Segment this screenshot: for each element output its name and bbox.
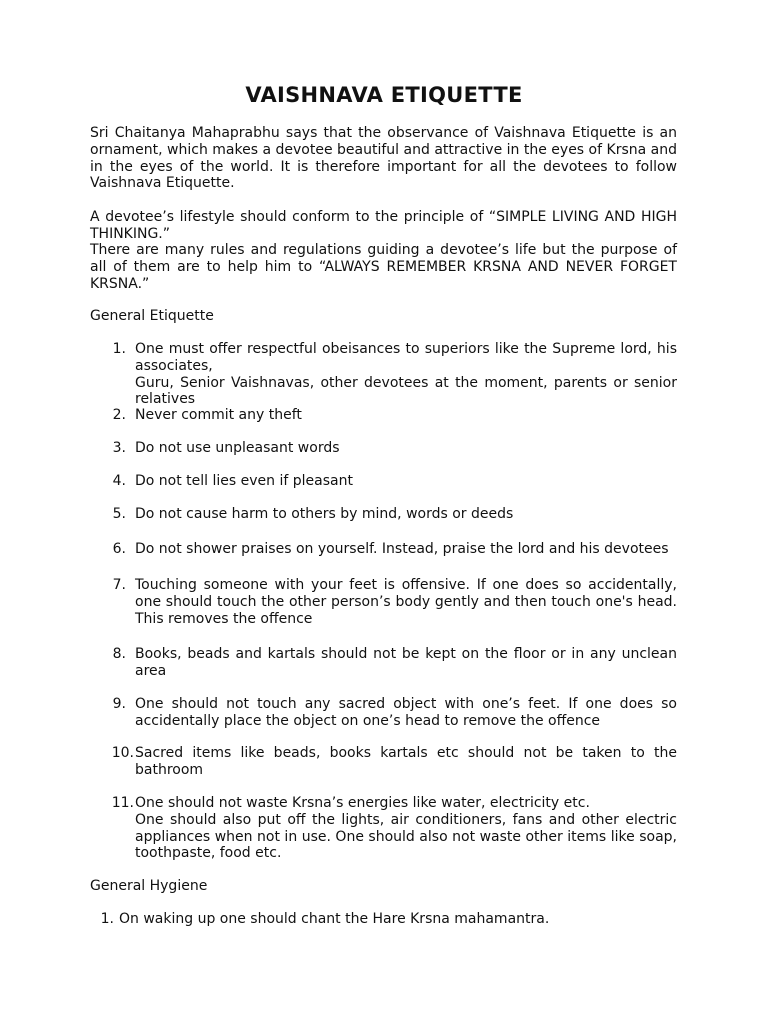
list-item: Never commit any theft [135, 407, 302, 423]
list-item: Books, beads and kartals should not be kept on the floor or in any unclean area [135, 646, 677, 679]
list-item-text-continued: One should also put off the lights, air conditioners, fans and other electric appliances when not in use. One should also not waste other items like soap, toothpaste, food etc. [135, 811, 677, 862]
list-item-text: One must offer respectful obeisances to superiors like the Supreme lord, his associates, [135, 341, 677, 374]
rules-paragraph: There are many rules and regulations guiding a devotee’s life but the purpose of all of them are to help him to “ALWAYS REMEMBER KRSNA AND NEVER FORGET KRSNA.” [90, 242, 677, 292]
list-item: Touching someone with your feet is offensive. If one does so accidentally, one should touch the other person’s body gently and then touch one's head. This removes the offence [135, 577, 677, 627]
list-item: One should not touch any sacred object with one’s feet. If one does so accidentally place the object on one’s head to remove the offence [135, 696, 677, 729]
list-item [135, 795, 677, 862]
list-item-text-continued: Guru, Senior Vaishnavas, other devotees at the moment, parents or senior relatives [135, 374, 677, 408]
list-item-number: 6. [112, 541, 126, 557]
intro-paragraph: Sri Chaitanya Mahaprabhu says that the observance of Vaishnava Etiquette is an ornament, which makes a devotee beautiful and attractive in the eyes of Krsna and in the eyes of the world. It is therefore important for all the devotees to follow Vaishnava Etiquette. [90, 125, 677, 192]
list-item-number: 5. [112, 506, 126, 522]
section-heading-general-etiquette: General Etiquette [90, 308, 214, 324]
list-item-number: 10. [111, 745, 134, 761]
list-item: Do not use unpleasant words [135, 440, 340, 456]
list-item: Do not cause harm to others by mind, words or deeds [135, 506, 514, 522]
page-title: VAISHNAVA ETIQUETTE [245, 83, 523, 107]
list-item-number: 3. [112, 440, 126, 456]
list-item-number: 11. [111, 795, 134, 811]
list-item-number: 2. [112, 407, 126, 423]
lifestyle-paragraph: A devotee’s lifestyle should conform to the principle of “SIMPLE LIVING AND HIGH THINKING.” [90, 209, 677, 242]
list-item: On waking up one should chant the Hare Krsna mahamantra. [119, 911, 550, 927]
list-item: Sacred items like beads, books kartals etc should not be taken to the bathroom [135, 745, 677, 778]
list-item: Do not tell lies even if pleasant [135, 473, 353, 489]
list-item-number: 4. [112, 473, 126, 489]
list-item-number: 7. [112, 577, 126, 593]
list-item: Do not shower praises on yourself. Instead, praise the lord and his devotees [135, 541, 669, 557]
list-item-number: 1. [100, 911, 114, 927]
list-item-number: 9. [112, 696, 126, 712]
section-heading-general-hygiene: General Hygiene [90, 878, 208, 894]
list-item-number: 8. [112, 646, 126, 662]
list-item-text: One should not waste Krsna’s energies like water, electricity etc. [135, 795, 590, 811]
list-item [135, 341, 677, 408]
list-item-number: 1. [112, 341, 126, 357]
